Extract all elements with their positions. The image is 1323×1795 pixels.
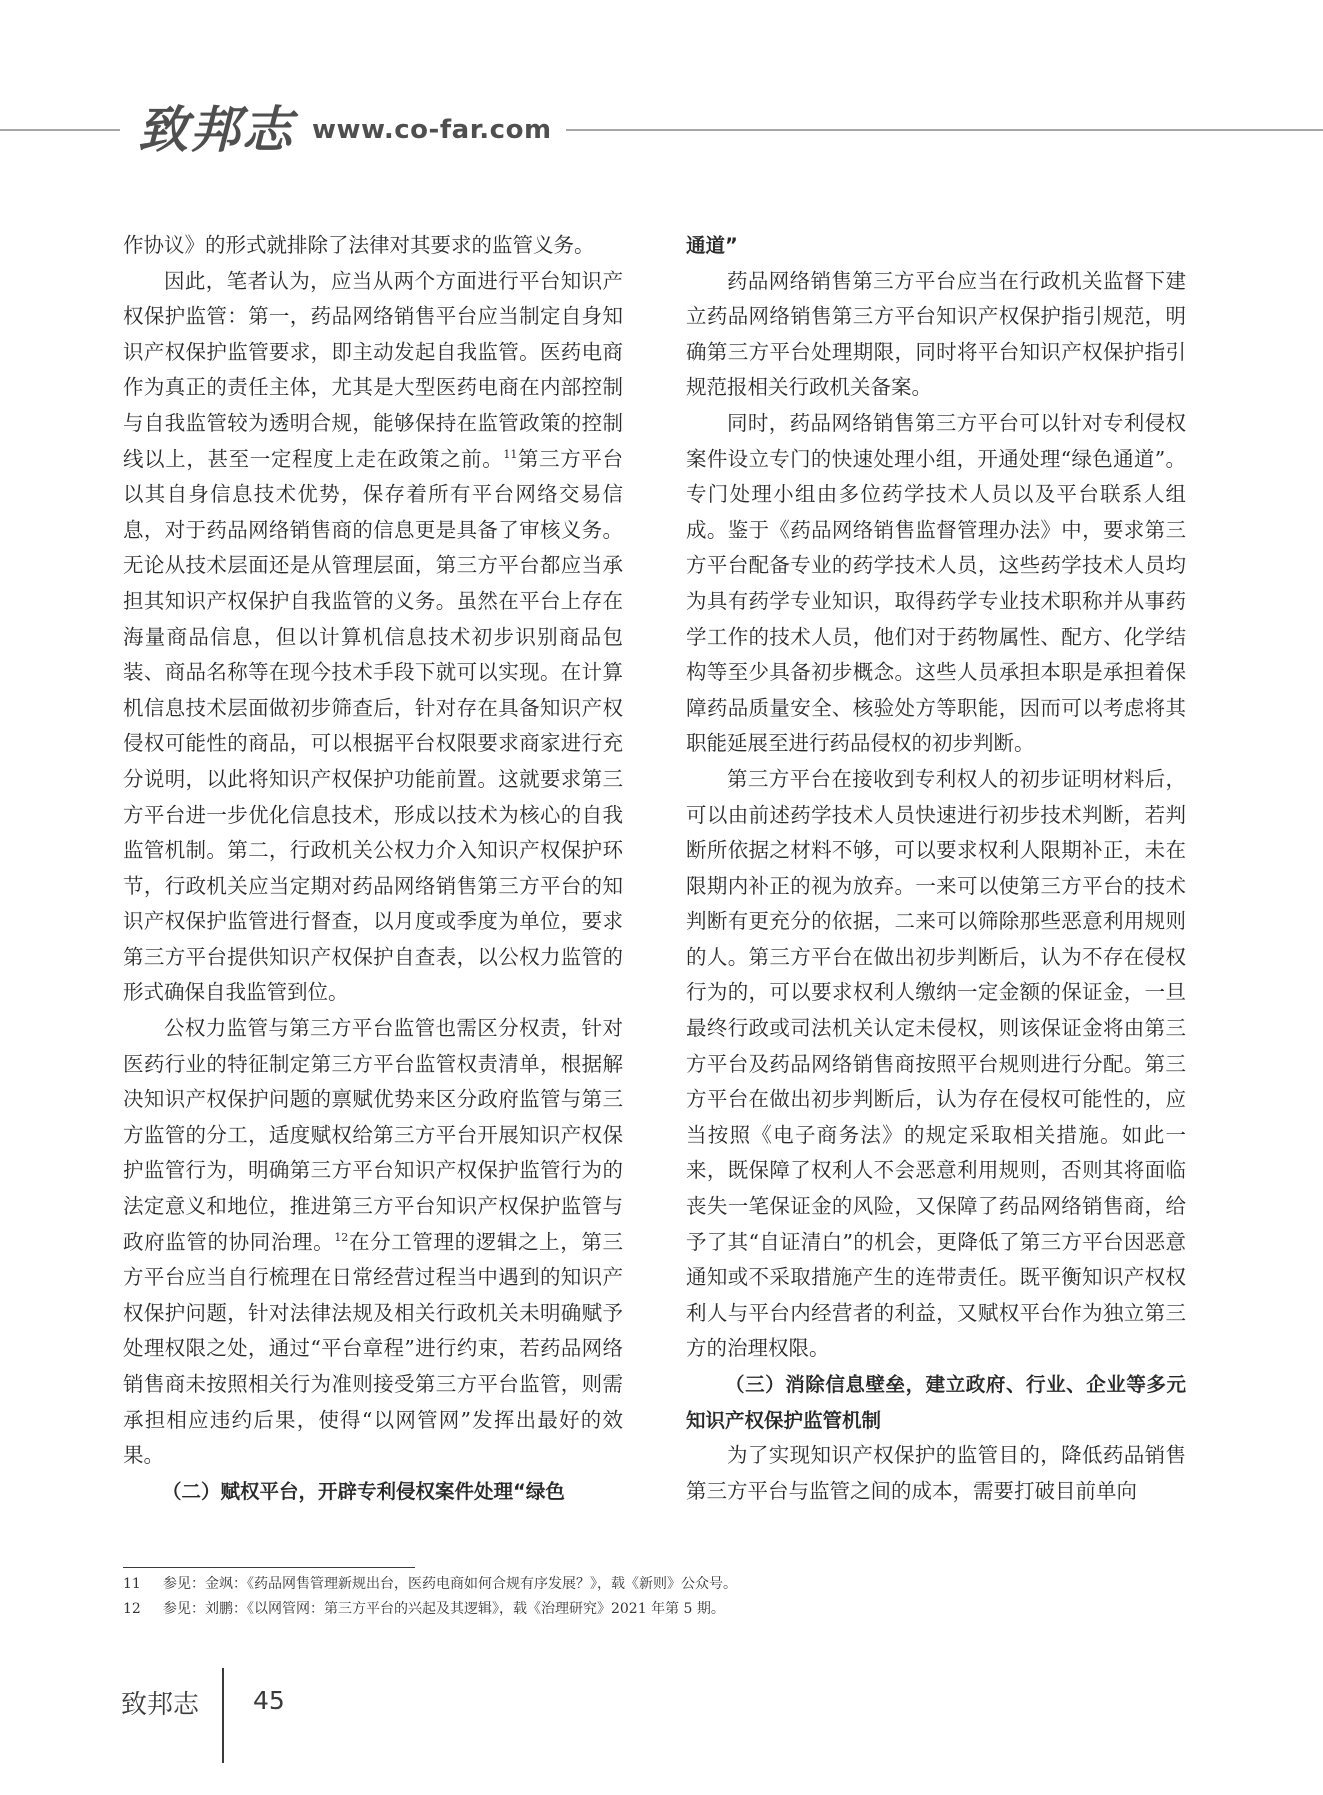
paragraph: 公权力监管与第三方平台监管也需区分权责，针对医药行业的特征制定第三方平台监管权责清单，根据解决知识产权保护问题的禀赋优势来区分政府监管与第三方监管的分工，适度赋权给第三方平台开展知识产权保护监管行为，明确第三方平台知识产权保护监管行为的法定意义和地位，推进第三方平台知识产权保护监管与政府监管的协同治理。$^{12}$在分工管理的逻辑之上，第三方平台应当自行梳理在日常经营过程当中遇到的知识产权保护问题，针对法律法规及相关行政机关未明确赋予处理权限之处，通过“平台章程”进行约束，若药品网络销售商未按照相关行为准则接受第三方平台监管，则需承担相应违约后果，使得“以网管网”发挥出最好的效果。 [123, 1016, 624, 1468]
paragraph: 同时，药品网络销售第三方平台可以针对专利侵权案件设立专门的快速处理小组，开通处理“绿色通道”。专门处理小组由多位药学技术人员以及平台联系人组成。鉴于《药品网络销售监督管理办法》中，要求第三方平台配备专业的药学技术人员，这些药学技术人员均为具有药学专业知识，取得药学专业技术职称并从事药学工作的技术人员，他们对于药物属性、配方、化学结构等至少具备初步概念。这些人员承担本职是承担着保障药品质量安全、核验处方等职能，因而可以考虑将其职能延展至进行药品侵权的初步判断。 [686, 410, 1186, 756]
page-number: 45 [253, 1686, 285, 1715]
footnote-text: 参见：金飒：《药品网售管理新规出台，医药电商如何合规有序发展？》，载《新则》公众号。 [163, 1576, 737, 1592]
left-column [123, 228, 623, 1509]
footnote-ref[interactable]: 11 [503, 447, 518, 461]
section-heading: （二）赋权平台，开辟专利侵权案件处理“绿色 [162, 1479, 565, 1503]
paragraph: 作协议》的形式就排除了法律对其要求的监管义务。 [123, 233, 595, 257]
footer-divider [222, 1668, 224, 1763]
section-heading: 通道” [686, 234, 738, 257]
header-url[interactable]: www.co-far.com [312, 115, 552, 145]
header-brand-logo: 致邦志 [138, 100, 294, 159]
footnote-divider [123, 1567, 415, 1568]
header-rule-right [566, 129, 1323, 131]
footnote-ref[interactable]: 12 [334, 1230, 349, 1244]
footnote-text: 参见：刘鹏：《以网管网：第三方平台的兴起及其逻辑》，载《治理研究》2021 年第 5 期。 [163, 1601, 725, 1617]
page-header [0, 100, 1323, 160]
footnote-item [123, 1572, 1203, 1597]
footnote-number: 12 [123, 1601, 141, 1617]
paragraph: 第三方平台在接收到专利权人的初步证明材料后，可以由前述药学技术人员快速进行初步技术判断，若判断所依据之材料不够，可以要求权利人限期补正，未在限期内补正的视为放弃。一来可以使第三方平台的技术判断有更充分的依据，二来可以筛除那些恶意利用规则的人。第三方平台在做出初步判断后，认为不存在侵权行为的，可以要求权利人缴纳一定金额的保证金，一旦最终行政或司法机关认定未侵权，则该保证金将由第三方平台及药品网络销售商按照平台规则进行分配。第三方平台在做出初步判断后，认为存在侵权可能性的，应当按照《电子商务法》的规定采取相关措施。如此一来，既保障了权利人不会恶意利用规则，否则其将面临丧失一笔保证金的风险，又保障了药品网络销售商，给予了其“自证清白”的机会，更降低了第三方平台因恶意通知或不采取措施产生的连带责任。既平衡知识产权权利人与平台内经营者的利益，又赋权平台作为独立第三方的治理权限。 [686, 766, 1186, 1361]
paragraph: 为了实现知识产权保护的监管目的，降低药品销售第三方平台与监管之间的成本，需要打破目前单向 [686, 1443, 1186, 1503]
footer-brand: 致邦志 [121, 1690, 200, 1720]
paragraph: 药品网络销售第三方平台应当在行政机关监督下建立药品网络销售第三方平台知识产权保护指引规范，明确第三方平台处理期限，同时将平台知识产权保护指引规范报相关行政机关备案。 [686, 268, 1186, 400]
paragraph: 因此，笔者认为，应当从两个方面进行平台知识产权保护监管：第一，药品网络销售平台应当制定自身知识产权保护监管要求，即主动发起自我监管。医药电商作为真正的责任主体，尤其是大型医药电商在内部控制与自我监管较为透明合规，能够保持在监管政策的控制线以上，甚至一定程度上走在政策之前。$^{11}$第三方平台以其自身信息技术优势，保存着所有平台网络交易信息，对于药品网络销售商的信息更是具备了审核义务。无论从技术层面还是从管理层面，第三方平台都应当承担其知识产权保护自我监管的义务。虽然在平台上存在海量商品信息，但以计算机信息技术初步识别商品包装、商品名称等在现今技术手段下就可以实现。在计算机信息技术层面做初步筛查后，针对存在具备知识产权侵权可能性的商品，可以根据平台权限要求商家进行充分说明，以此将知识产权保护功能前置。这就要求第三方平台进一步优化信息技术，形成以技术为核心的自我监管机制。第二，行政机关公权力介入知识产权保护环节，行政机关应当定期对药品网络销售第三方平台的知识产权保护监管进行督查，以月度或季度为单位，要求第三方平台提供知识产权保护自查表，以公权力监管的形式确保自我监管到位。 [123, 268, 624, 1005]
footnote-number: 11 [123, 1576, 141, 1592]
header-rule-left [0, 129, 120, 131]
footnotes [123, 1572, 1203, 1622]
right-column [686, 228, 1186, 1509]
section-heading: （三）消除信息壁垒，建立政府、行业、企业等多元知识产权保护监管机制 [686, 1373, 1186, 1432]
footnote-item [123, 1597, 1203, 1622]
